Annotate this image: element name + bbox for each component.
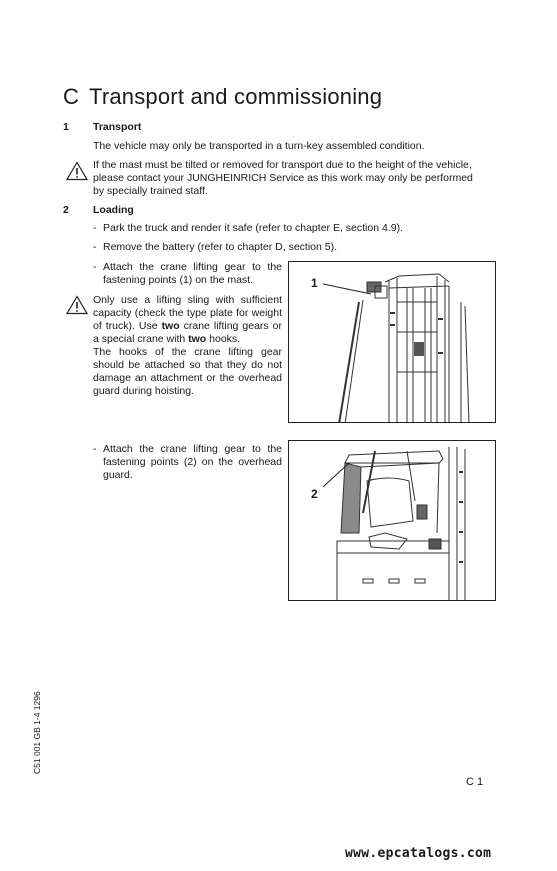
list-item-text: Park the truck and render it safe (refer to chapter E, section 4.9). <box>103 222 403 234</box>
section-number-loading: 2 <box>63 204 69 216</box>
section-title-transport: Transport <box>93 121 142 133</box>
list-item-text: Attach the crane lifting gear to the fastening points (2) on the overhead guard. <box>103 443 282 481</box>
list-item-text: Attach the crane lifting gear to the fastening points (1) on the mast. <box>103 261 282 286</box>
document-code: C51 001 GB 1-4 1296 <box>32 691 42 774</box>
overhead-guard-illustration <box>289 441 496 601</box>
loading-warning: Only use a lifting sling with sufficient capacity (check the type plate for weight of truck). Use two crane lifting gears or a special crane with two hooks. The hooks of the crane lifting gear should be attached so that they do not damage an attachment or the overhead guard during hoisting. <box>93 294 282 397</box>
page-number: C 1 <box>466 776 484 788</box>
list-item: - Attach the crane lifting gear to the fastening points (1) on the mast. <box>93 261 282 286</box>
transport-warning-line: If the mast must be tilted or removed for transport due to the height of the vehicle, <box>93 159 472 171</box>
chapter-title: Transport and commissioning <box>89 84 383 109</box>
warning-triangle-icon <box>66 161 88 181</box>
transport-warning-line: please contact your JUNGHEINRICH Service as this work may only be performed <box>93 172 473 184</box>
figure-overhead-guard <box>288 440 496 601</box>
list-item: - Attach the crane lifting gear to the fastening points (2) on the overhead guard. <box>93 443 282 481</box>
list-item: - Park the truck and render it safe (refer to chapter E, section 4.9). <box>93 222 513 235</box>
watermark: www.epcatalogs.com <box>345 846 492 861</box>
list-item-text: Remove the battery (refer to chapter D, section 5). <box>103 241 338 253</box>
figure-label: 2 <box>311 487 318 501</box>
chapter-letter: C <box>63 84 80 109</box>
figure-mast <box>288 261 496 423</box>
mast-illustration <box>289 262 496 423</box>
section-title-loading: Loading <box>93 204 134 216</box>
page-title <box>63 84 382 110</box>
warning-triangle-icon <box>66 295 88 315</box>
section-number-transport: 1 <box>63 121 69 133</box>
transport-warning-line: by specially trained staff. <box>93 185 208 197</box>
list-item: - Remove the battery (refer to chapter D, section 5). <box>93 241 513 254</box>
figure-label: 1 <box>311 276 318 290</box>
transport-text: The vehicle may only be transported in a turn-key assembled condition. <box>93 140 425 152</box>
loading-warning-note: The hooks of the crane lifting gear should be attached so that they do not damage an attachment or the overhead guard during hoisting. <box>93 346 282 397</box>
transport-warning <box>93 159 513 198</box>
